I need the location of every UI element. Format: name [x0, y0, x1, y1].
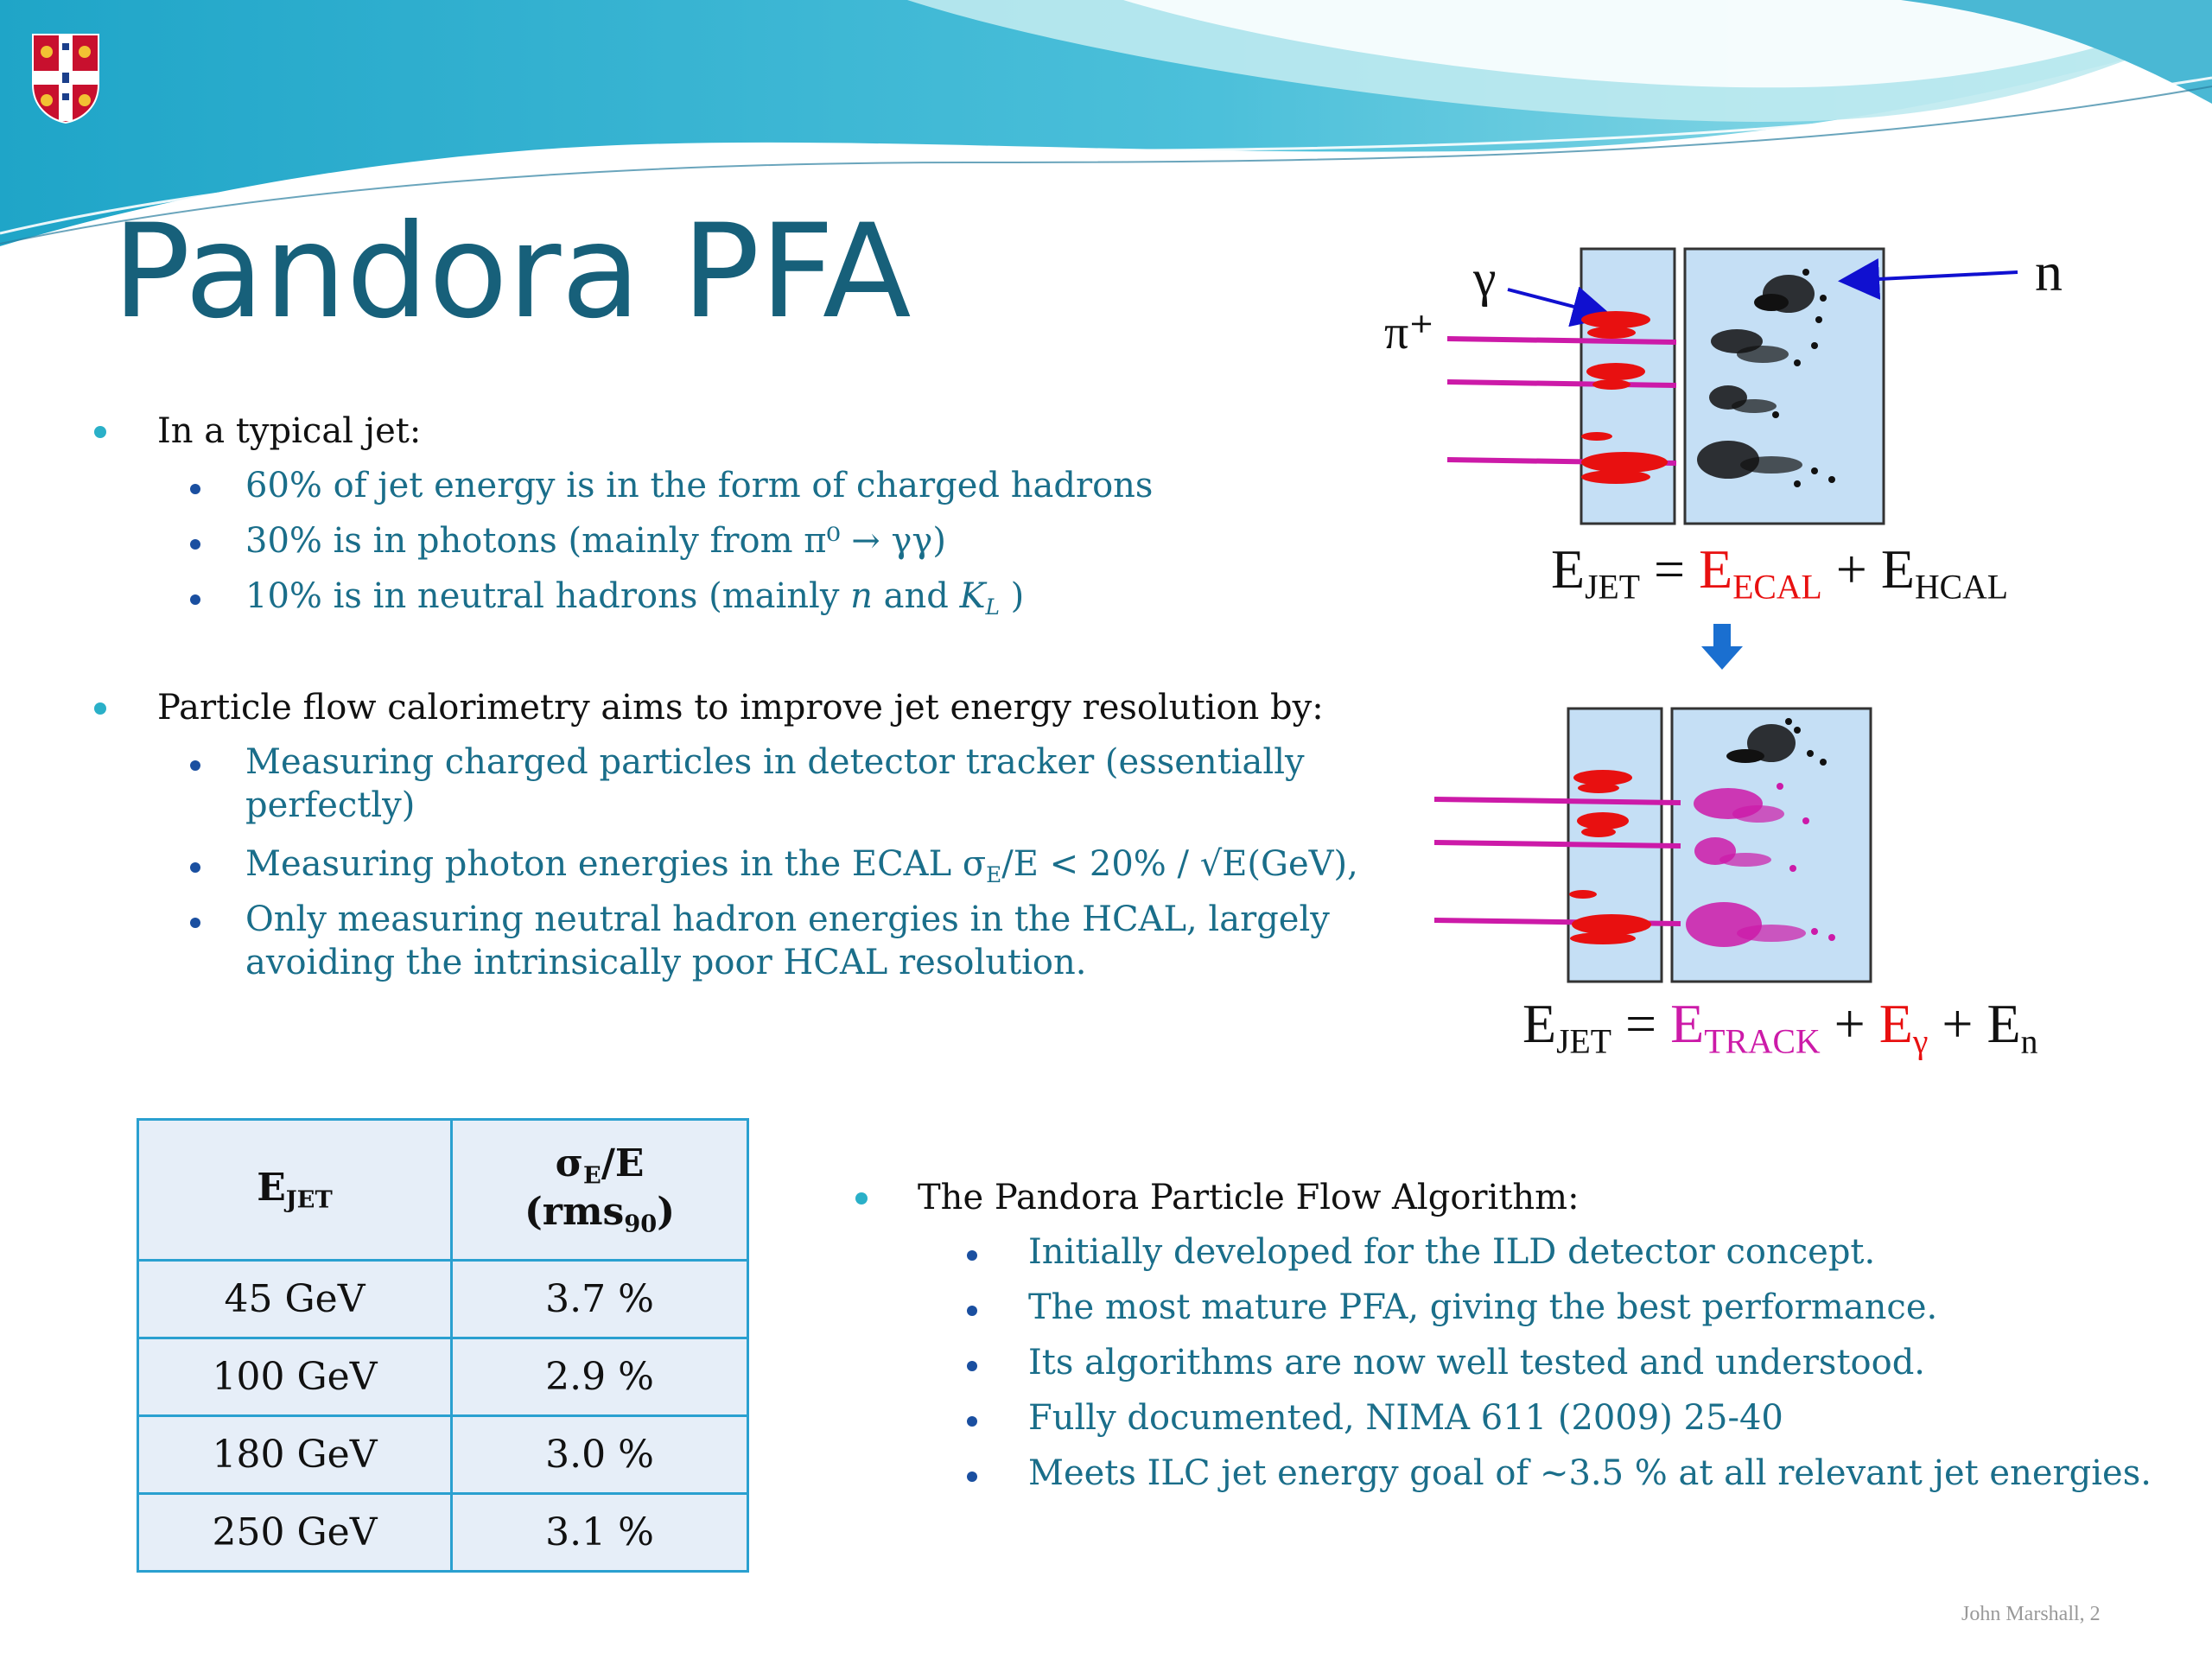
section3-item: The most mature PFA, giving the best performance. [1028, 1287, 1938, 1327]
slide-footer: John Marshall, 2 [1961, 1603, 2101, 1625]
bullet-dot [190, 484, 200, 494]
performance-table [137, 1118, 749, 1573]
table-header-resolution: $\sigma_E/E$ (rms$_{90}$) [452, 1120, 748, 1261]
section3-item: Fully documented, NIMA 611 (2009) 25-40 [1028, 1398, 1783, 1438]
section3-heading: The Pandora Particle Flow Algorithm: [918, 1178, 1580, 1217]
track-line [1434, 842, 1681, 846]
section2-heading: Particle flow calorimetry aims to improve jet energy resolution by: [157, 688, 1324, 728]
pion-label: π⁺ [1384, 306, 1434, 359]
bullet-dot [190, 862, 200, 873]
resolution-cell: 3.7 % [452, 1261, 748, 1338]
track-line [1447, 382, 1676, 385]
neutron-label: n [2035, 241, 2063, 302]
energy-cell: 45 GeV [138, 1261, 452, 1338]
bullet-dot [967, 1306, 977, 1316]
section3-item: Meets ILC jet energy goal of ~3.5 % at all relevant jet energies. [1028, 1453, 2152, 1493]
section2-item: Only measuring neutral hadron energies in the HCAL, largely avoiding the intrinsically poor HCAL resolution. [245, 899, 1330, 982]
bullet-dot [967, 1471, 977, 1482]
resolution-cell: 3.1 % [452, 1494, 748, 1572]
energy-cell: 100 GeV [138, 1338, 452, 1416]
section3-item: Initially developed for the ILD detector concept. [1028, 1232, 1876, 1272]
bullet-dot [190, 539, 200, 550]
resolution-cell: 2.9 % [452, 1338, 748, 1416]
table-header-row [138, 1120, 748, 1261]
pfa-diagram [1365, 233, 2108, 1089]
resolution-cell: 3.0 % [452, 1416, 748, 1494]
section2-item: Measuring photon energies in the ECAL $\sigma_E/E < 20\% / √E(GeV)$, [245, 844, 1358, 887]
table-row [138, 1494, 748, 1572]
section3-item: Its algorithms are now well tested and understood. [1028, 1343, 1926, 1382]
bullet-dot [190, 760, 200, 771]
energy-equation-calorimeter: $E_{JET} = E_{ECAL} + E_{HCAL}$ [1551, 538, 2008, 607]
table-header-energy: $E_{JET}$ [138, 1120, 452, 1261]
bullet-dot [94, 426, 106, 438]
table-row [138, 1416, 748, 1494]
bullet-dot [190, 594, 200, 605]
bullet-dot [967, 1250, 977, 1261]
energy-cell: 250 GeV [138, 1494, 452, 1572]
section1-item: 30% is in photons (mainly from π⁰ → γγ) [245, 521, 946, 561]
calorimeter-sketch [1365, 233, 2108, 1089]
section1-item: 10% is in neutral hadrons (mainly n and $K_L$ ) [245, 576, 1025, 620]
energy-equation-pfa: $E_{JET} = E_{TRACK} + E_\gamma + E_n$ [1522, 993, 2038, 1061]
bullet-dot [94, 702, 106, 715]
table-row [138, 1261, 748, 1338]
bullet-dot [967, 1416, 977, 1427]
bullet-dot [967, 1361, 977, 1371]
down-arrow-icon [1701, 624, 1743, 670]
table-row [138, 1338, 748, 1416]
bullet-dot [855, 1192, 868, 1205]
track-line [1447, 339, 1676, 342]
track-line [1434, 799, 1681, 803]
section2-item: Measuring charged particles in detector tracker (essentially perfectly) [245, 742, 1305, 825]
crest-logo [31, 33, 100, 124]
bullet-dot [190, 918, 200, 928]
energy-cell: 180 GeV [138, 1416, 452, 1494]
gamma-label: γ [1473, 250, 1497, 307]
section1-item: 60% of jet energy is in the form of charged hadrons [245, 466, 1154, 505]
section1-heading: In a typical jet: [157, 411, 422, 451]
slide-title: Pandora PFA [112, 197, 912, 347]
